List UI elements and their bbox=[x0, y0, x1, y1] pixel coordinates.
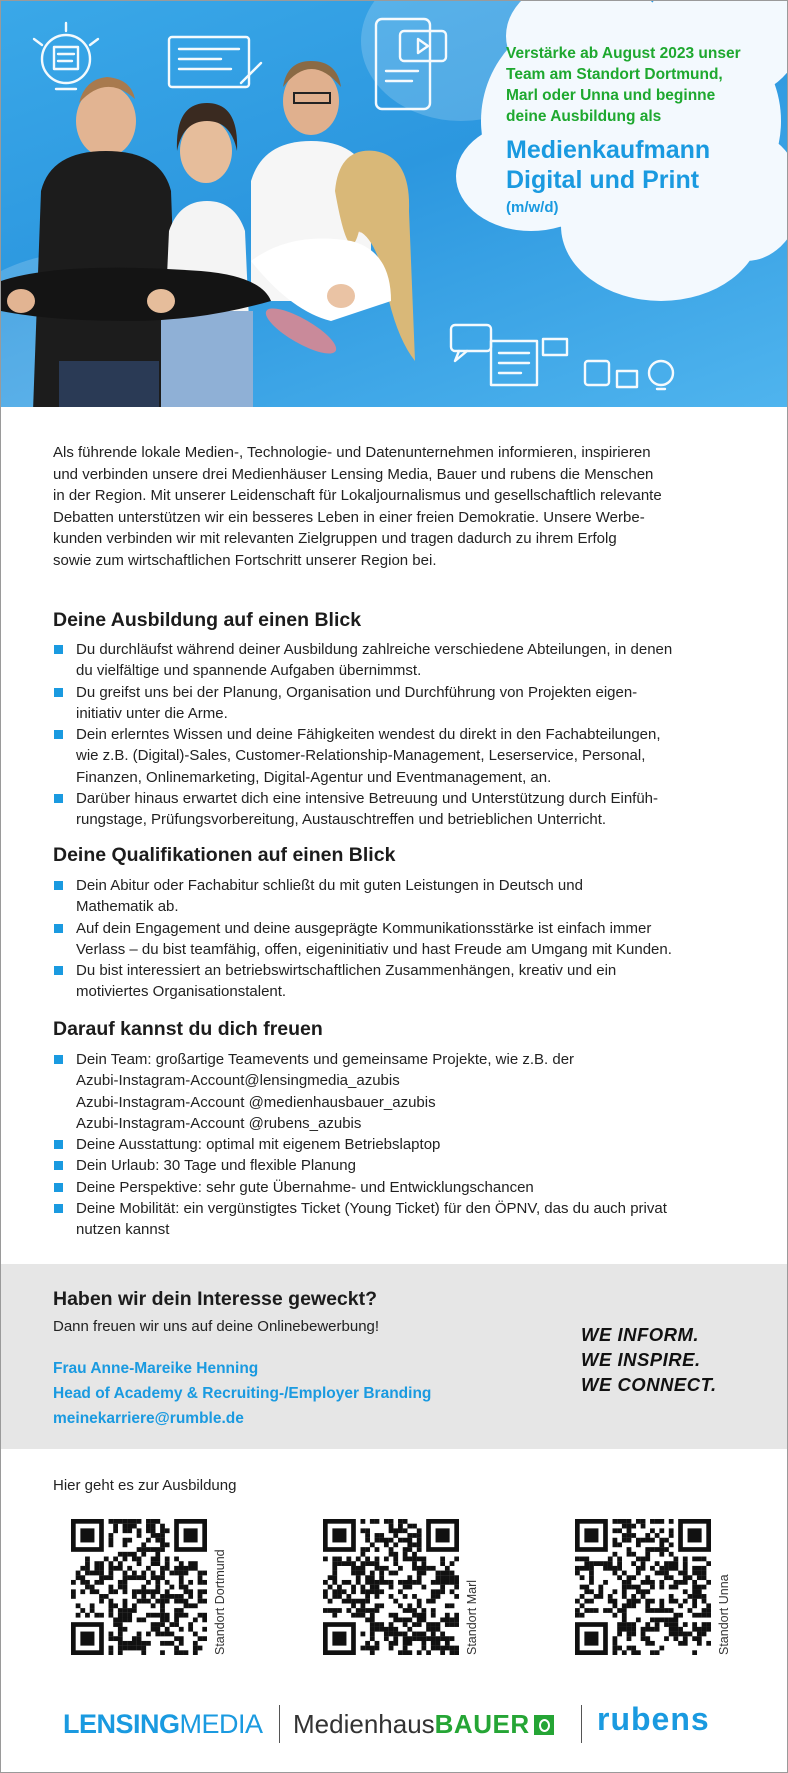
hero-text-block bbox=[506, 43, 776, 216]
contact-details bbox=[53, 1356, 431, 1431]
logo-divider bbox=[279, 1705, 280, 1743]
qr-caption-unna: Standort Unna bbox=[717, 1574, 731, 1655]
qr-caption-marl: Standort Marl bbox=[465, 1579, 479, 1655]
list-item: Darüber hinaus erwartet dich eine intensive Betreuung und Unterstützung durch Einfüh- rungstage, Prüfungsvorbereitung, Austauschtreffen und betrieblichen Unterricht. bbox=[53, 788, 753, 831]
list-item: Dein Urlaub: 30 Tage und flexible Planung bbox=[53, 1155, 753, 1176]
list-item: Du greifst uns bei der Planung, Organisation und Durchführung von Projekten eigen- initiativ unter die Arme. bbox=[53, 682, 753, 725]
list-item: Dein erlerntes Wissen und deine Fähigkeiten wendest du direkt in den Fachabteilungen, wie z.B. (Digital)-Sales, Customer-Relationship-Management, Leserservice, Personal, Finanzen, Onlinemarketing, Digital-Agentur und Eventmanagement, an. bbox=[53, 724, 753, 788]
list-benefits bbox=[53, 1049, 753, 1241]
list-qualifikationen bbox=[53, 875, 753, 1003]
logo-bar bbox=[1, 1701, 787, 1745]
hero-banner bbox=[1, 1, 787, 407]
bullet-square-icon bbox=[54, 1055, 63, 1064]
contact-name: Frau Anne-Mareike Henning bbox=[53, 1360, 259, 1377]
logo-divider bbox=[581, 1705, 582, 1743]
list-item: Dein Abitur oder Fachabitur schließt du mit guten Leistungen in Deutsch und Mathematik ab. bbox=[53, 875, 753, 918]
section-heading-ausbildung: Deine Ausbildung auf einen Blick bbox=[53, 609, 362, 631]
bullet-square-icon bbox=[54, 1204, 63, 1213]
bullet-square-icon bbox=[54, 1161, 63, 1170]
bullet-square-icon bbox=[54, 688, 63, 697]
list-item: Du durchläufst während deiner Ausbildung zahlreiche verschiedene Abteilungen, in denen du vielfältige und spannende Aufgaben übernimmst. bbox=[53, 639, 753, 682]
hero-photo-people bbox=[1, 41, 471, 407]
job-title: Medienkaufmann Digital und Print bbox=[506, 136, 711, 194]
bullet-square-icon bbox=[54, 794, 63, 803]
rubens-logo: rubens bbox=[597, 1701, 710, 1737]
contact-role: Head of Academy & Recruiting-/Employer Branding bbox=[53, 1385, 432, 1402]
list-item: Du bist interessiert an betriebswirtschaftlichen Zusammenhängen, kreativ und ein motiviertes Organisationstalent. bbox=[53, 960, 753, 1003]
contact-email-link[interactable]: meinekarriere@rumble.de bbox=[53, 1410, 244, 1427]
qr-section-label: Hier geht es zur Ausbildung bbox=[53, 1477, 237, 1494]
qr-code-marl[interactable] bbox=[323, 1519, 459, 1655]
bullet-square-icon bbox=[54, 881, 63, 890]
lensing-media-logo: LENSINGMEDIA bbox=[63, 1709, 263, 1739]
contact-box bbox=[1, 1264, 787, 1449]
bullet-square-icon bbox=[54, 1140, 63, 1149]
bullet-square-icon bbox=[54, 924, 63, 933]
list-item: Auf dein Engagement und deine ausgeprägte Kommunikationsstärke ist einfach immer Verlass – du bist teamfähig, offen, eigeninitiativ und hast Freude am Umgang mit Kunden. bbox=[53, 918, 753, 961]
medienhaus-bauer-logo: MedienhausBAUER bbox=[293, 1709, 554, 1739]
bauer-logo-icon bbox=[534, 1715, 554, 1735]
section-heading-qualifikationen: Deine Qualifikationen auf einen Blick bbox=[53, 844, 396, 866]
list-item: Deine Ausstattung: optimal mit eigenem Betriebslaptop bbox=[53, 1134, 753, 1155]
qr-code-dortmund[interactable] bbox=[71, 1519, 207, 1655]
list-item: Dein Team: großartige Teamevents und gemeinsame Projekte, wie z.B. der Azubi-Instagram-Account@lensingmedia_azubis Azubi-Instagram-Account @medienhausbauer_azubis Azubi-Instagram-Account @rubens_azubis bbox=[53, 1049, 753, 1134]
hero-intro-text: Verstärke ab August 2023 unser Team am Standort Dortmund, Marl oder Unna und beginne deine Ausbildung als bbox=[506, 45, 741, 125]
list-item: Deine Perspektive: sehr gute Übernahme- und Entwicklungschancen bbox=[53, 1177, 753, 1198]
contact-subtitle: Dann freuen wir uns auf deine Onlinebewerbung! bbox=[53, 1318, 380, 1335]
qr-caption-dortmund: Standort Dortmund bbox=[213, 1549, 227, 1655]
bulb-doodle-icon bbox=[581, 351, 681, 401]
bullet-square-icon bbox=[54, 1183, 63, 1192]
list-item: Deine Mobilität: ein vergünstigtes Ticket (Young Ticket) für den ÖPNV, das du auch privat nutzen kannst bbox=[53, 1198, 753, 1241]
company-intro: Als führende lokale Medien-, Technologie- und Datenunternehmen informieren, inspirieren und verbinden unsere drei Medienhäuser Lensing Media, Bauer und rubens die Menschen in der Region. Mit unserer Leidenschaft für Lokaljournalismus und gesellschaftlich relevante Debatten unterstützen wir ein besseres Leben in einer freien Demokratie. Unsere Werbe- kunden verbinden wir mit relevanten Zielgruppen und tragen dadurch zu ihrem Erfolg sowie zum wirtschaftlichen Fortschritt unserer Region bei. bbox=[53, 444, 662, 569]
bullet-square-icon bbox=[54, 966, 63, 975]
job-title-gender: (m/w/d) bbox=[506, 199, 559, 216]
contact-heading: Haben wir dein Interesse geweckt? bbox=[53, 1288, 378, 1310]
list-ausbildung bbox=[53, 639, 753, 831]
bullet-square-icon bbox=[54, 645, 63, 654]
slogan: WE INFORM. WE INSPIRE. WE CONNECT. bbox=[581, 1324, 717, 1395]
bullet-square-icon bbox=[54, 730, 63, 739]
section-heading-benefits: Darauf kannst du dich freuen bbox=[53, 1018, 323, 1040]
qr-code-unna[interactable] bbox=[575, 1519, 711, 1655]
